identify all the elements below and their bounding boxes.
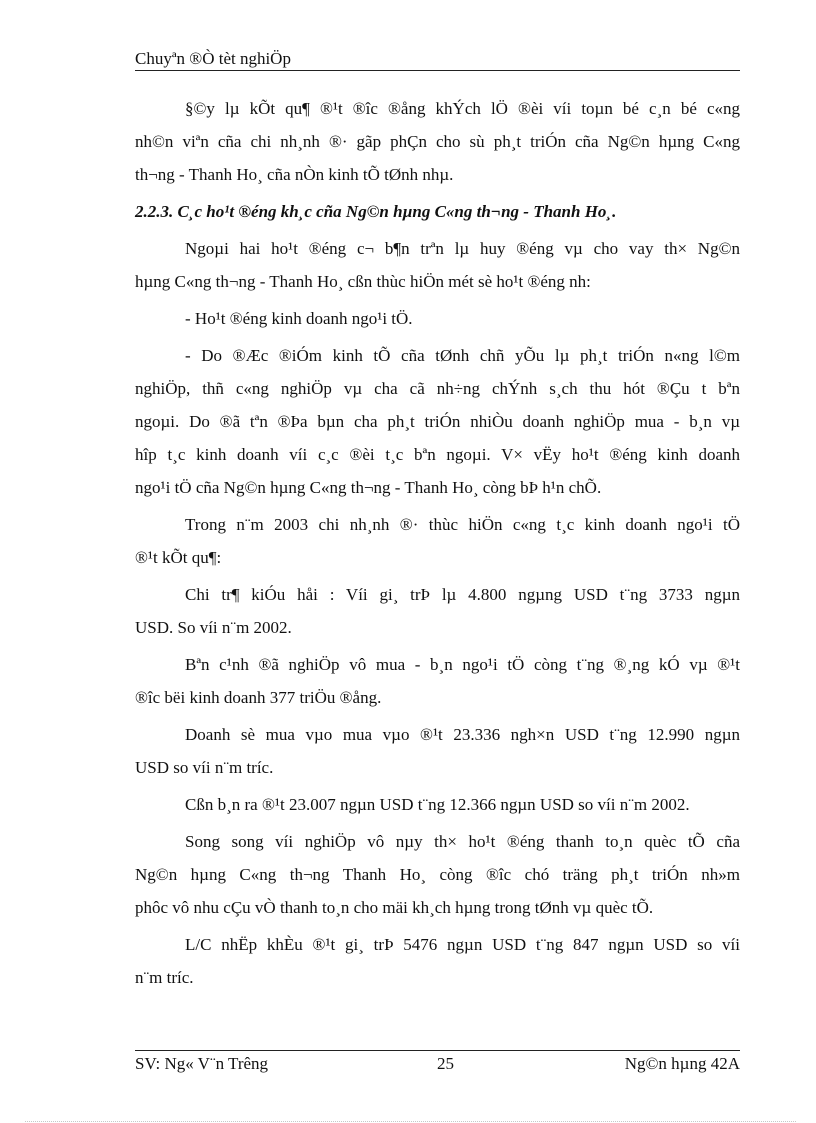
text-line: §©y lµ kÕt qu¶ ®¹t ®îc ®ång khÝch lÖ ®èi víi toµn bé c¸n bé c«ng <box>185 99 740 118</box>
text-line: L/C nhËp khÈu ®¹t gi¸ trÞ 5476 ngµn USD t¨ng 847 ngµn USD so víi <box>185 935 740 954</box>
paragraph <box>135 302 740 335</box>
text-line: - Do ®Æc ®iÓm kinh tÕ cña tØnh chñ yÕu lµ ph¸t triÓn n«ng l©m <box>185 346 740 365</box>
page-header <box>135 48 740 71</box>
paragraph <box>135 339 740 504</box>
section-heading <box>135 195 740 228</box>
page-footer <box>135 1050 740 1074</box>
footer-class: Ng©n hµng 42A <box>624 1054 740 1073</box>
paragraph-gap <box>135 994 740 998</box>
text-line: ®îc bëi kinh doanh 377 triÖu ®ång. <box>135 688 382 707</box>
text-line: Ng©n hµng C«ng th¬ng Thanh Ho¸ còng ®îc chó träng ph¸t triÓn nh»m <box>135 865 740 884</box>
text-line: Ngoµi hai ho¹t ®éng c¬ b¶n trªn lµ huy ®éng vµ cho vay th× Ng©n <box>185 239 740 258</box>
text-line: USD. So víi n¨m 2002. <box>135 618 292 637</box>
text-line: USD so víi n¨m tríc. <box>135 758 274 777</box>
text-line: nh©n viªn cña chi nh¸nh ®· gãp phÇn cho sù ph¸t triÓn cña Ng©n hµng C«ng <box>135 132 740 151</box>
text-line: th¬ng - Thanh Ho¸ cña nÒn kinh tÕ tØnh nhµ. <box>135 165 454 184</box>
paragraph <box>135 718 740 784</box>
text-line: Doanh sè mua vµo mua vµo ®¹t 23.336 ngh×n USD t¨ng 12.990 ngµn <box>185 725 740 744</box>
text-line: Cßn b¸n ra ®¹t 23.007 ngµn USD t¨ng 12.366 ngµn USD so víi n¨m 2002. <box>185 795 690 814</box>
text-line: hîp t¸c kinh doanh víi c¸c ®èi t¸c bªn ngoµi. V× vËy ho¹t ®éng kinh doanh <box>135 445 740 464</box>
text-line: Bªn c¹nh ®ã nghiÖp vô mua - b¸n ngo¹i tÖ còng t¨ng ®¸ng kÓ vµ ®¹t <box>185 655 740 674</box>
text-line: nghiÖp, thñ c«ng nghiÖp vµ cha cã nh÷ng chÝnh s¸ch thu hót ®Çu t bªn <box>135 379 740 398</box>
text-line: 2.2.3. C¸c ho¹t ®éng kh¸c cña Ng©n hµng C«ng th¬ng - Thanh Ho¸. <box>135 202 617 221</box>
text-line: Song song víi nghiÖp vô nµy th× ho¹t ®éng thanh to¸n quèc tÕ cña <box>185 832 740 851</box>
text-line: ngo¹i tÖ cña Ng©n hµng C«ng th¬ng - Thanh Ho¸ còng bÞ h¹n chÕ. <box>135 478 602 497</box>
footer-author: SV: Ng« V¨n Trêng <box>135 1054 269 1073</box>
paragraph <box>135 825 740 924</box>
paragraph <box>135 578 740 644</box>
paragraph <box>135 928 740 994</box>
text-line: hµng C«ng th¬ng - Thanh Ho¸ cßn thùc hiÖn mét sè ho¹t ®éng nh: <box>135 272 591 291</box>
page-boundary <box>25 1121 796 1122</box>
text-line: ®¹t kÕt qu¶: <box>135 548 222 567</box>
text-line: n¨m tríc. <box>135 968 194 987</box>
paragraph <box>135 232 740 298</box>
paragraph <box>135 788 740 821</box>
document-body <box>135 92 740 998</box>
paragraph <box>135 92 740 191</box>
text-line: - Ho¹t ®éng kinh doanh ngo¹i tÖ. <box>185 309 413 328</box>
text-line: ngoµi. Do ®ã tªn ®Þa bµn cha ph¸t triÓn nhiÒu doanh nghiÖp mua - b¸n vµ <box>135 412 740 431</box>
header-title: Chuyªn ®Ò tèt nghiÖp <box>135 49 291 68</box>
text-line: Chi tr¶ kiÓu håi : Víi gi¸ trÞ lµ 4.800 ngµng USD t¨ng 3733 ngµn <box>185 585 740 604</box>
page-number: 25 <box>437 1054 454 1073</box>
text-line: phôc vô nhu cÇu vÒ thanh to¸n cho mäi kh¸ch hµng trong tØnh vµ quèc tÕ. <box>135 898 654 917</box>
paragraph <box>135 648 740 714</box>
text-line: Trong n¨m 2003 chi nh¸nh ®· thùc hiÖn c«ng t¸c kinh doanh ngo¹i tÖ <box>185 515 740 534</box>
paragraph <box>135 508 740 574</box>
